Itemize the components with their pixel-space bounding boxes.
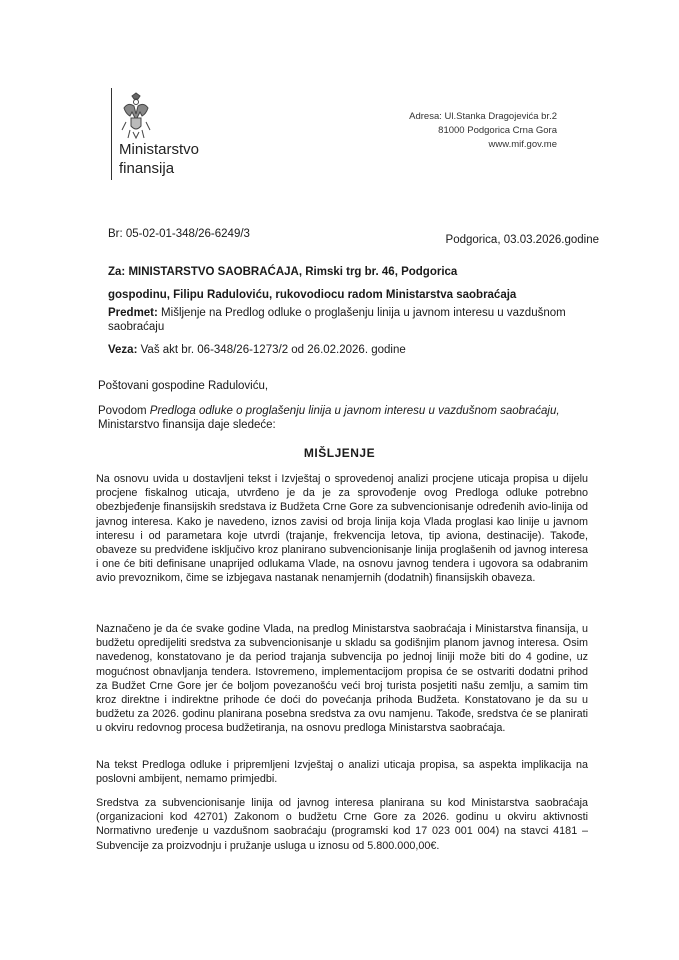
reference-text: Vaš akt br. 06-348/26-1273/2 od 26.02.2026. godine xyxy=(137,344,406,356)
document-date: Podgorica, 03.03.2026.godine xyxy=(445,234,599,246)
recipient-block xyxy=(108,264,608,310)
ministry-line-2: finansija xyxy=(119,160,175,177)
reference-number: Br: 05-02-01-348/26-6249/3 xyxy=(108,228,250,240)
recipient-line-2: gospodinu, Filipu Raduloviću, rukovodiocu radom Ministarstva saobraćaja xyxy=(108,289,517,301)
subject-label: Predmet: xyxy=(108,307,158,319)
ministry-name xyxy=(119,140,199,178)
greeting: Poštovani gospodine Raduloviću, xyxy=(98,380,269,392)
header-divider xyxy=(111,88,112,180)
intro-text-b: Ministarstvo finansija daje sledeće: xyxy=(98,419,276,431)
subject-line xyxy=(108,306,598,334)
reference-label: Veza: xyxy=(108,344,138,356)
opinion-heading: MIŠLJENJE xyxy=(303,446,376,460)
address-street: Adresa: Ul.Stanka Dragojevića br.2 xyxy=(409,111,557,122)
body-paragraph-2: Naznačeno je da će svake godine Vlada, na predlog Ministarstva saobraćaja i Ministarstva finansija, u budžetu opredijeliti sredstva za subvencionisanje u skladu sa godišnjim planom javnog interesa. Osim navedenog, konstatovano je da period trajanja subvencija po jednoj liniji može biti do 4 godine, uz mogućnost obnavljanja tendera. Istovremeno, implementacijom propisa će se ostvariti dodatni prihod za Budžet Crne Gore jer će boljom povezanošću veći broj turista posjetiti našu zemlju, a samim tim kroz direktne i indirektne prihode će doći do povećanja prihoda Budžeta. Konstatovano je da su u budžetu za 2026. godinu planirana posebna sredstva za ovu namjenu. Takođe, sredstva će se planirati u okviru redovnog procesa budžetiranja, na osnovu predloga Ministarstva saobraćaja. xyxy=(96,623,588,735)
ministry-address xyxy=(409,110,557,152)
body-paragraph-3: Na tekst Predloga odluke i pripremljeni Izvještaj o analizi uticaja propisa, sa aspekta implikacija na poslovni ambijent, nemamo primjedbi. xyxy=(96,759,588,786)
body-paragraph-1: Na osnovu uvida u dostavljeni tekst i Izvještaj o sprovedenoj analizi procjene uticaja propisa u dijelu procjene fiskalnog uticaja, utvrđeno je da je za sprovođenje ovog Predloga odluke potrebno obezbjeđenje finansijskih sredstava iz Budžeta Crne Gore za subvencionisanje određenih avio-linija od javnog interesa. Kako je navedeno, iznos zavisi od broja linija koja Vlada proglasi kao linije u javnom interesu i od parametara koje utvrdi (trajanje, frekvencija letova, tip aviona, destinacije). Takođe, obaveze su predviđene isključivo kroz planirano subvencionisanje linija proglašenih od javnog interesa i one će biti definisane unaprijed odlukama Vlade, na osnovu javnog tendera i ugovora sa odabranim avio prevoznikom, čime se izbjegava nastanak nenamjernih (dodatnih) finansijskih obaveza. xyxy=(96,473,588,585)
reference-line xyxy=(108,344,406,356)
intro-text-a: Povodom xyxy=(98,405,150,417)
recipient-line-1: Za: MINISTARSTVO SAOBRAĆAJA, Rimski trg br. 46, Podgorica xyxy=(108,266,458,278)
address-city: 81000 Podgorica Crna Gora xyxy=(438,125,557,136)
body-paragraph-4: Sredstva za subvencionisanje linija od javnog interesa planirana su kod Ministarstva saobraćaja (organizacioni kod 42701) Zakonom o budžetu Crne Gore za 2026. godinu u okviru aktivnosti Normativno uređenje u vazdušnom saobraćaju (programski kod 17 023 001 004) na stavci 4181 – Subvencije za proizvodnju i pružanje usluga u iznosu od 5.800.000,00€. xyxy=(96,797,588,852)
address-website: www.mif.gov.me xyxy=(488,139,557,150)
coat-of-arms-icon xyxy=(118,92,154,140)
subject-text: Mišljenje na Predlog odluke o proglašenju linija u javnom interesu u vazdušnom saobraćaju xyxy=(108,307,566,333)
intro-document-title: Predloga odluke o proglašenju linija u javnom interesu u vazdušnom saobraćaju, xyxy=(149,405,560,417)
intro-paragraph xyxy=(98,404,588,432)
ministry-line-1: Ministarstvo xyxy=(119,141,200,158)
